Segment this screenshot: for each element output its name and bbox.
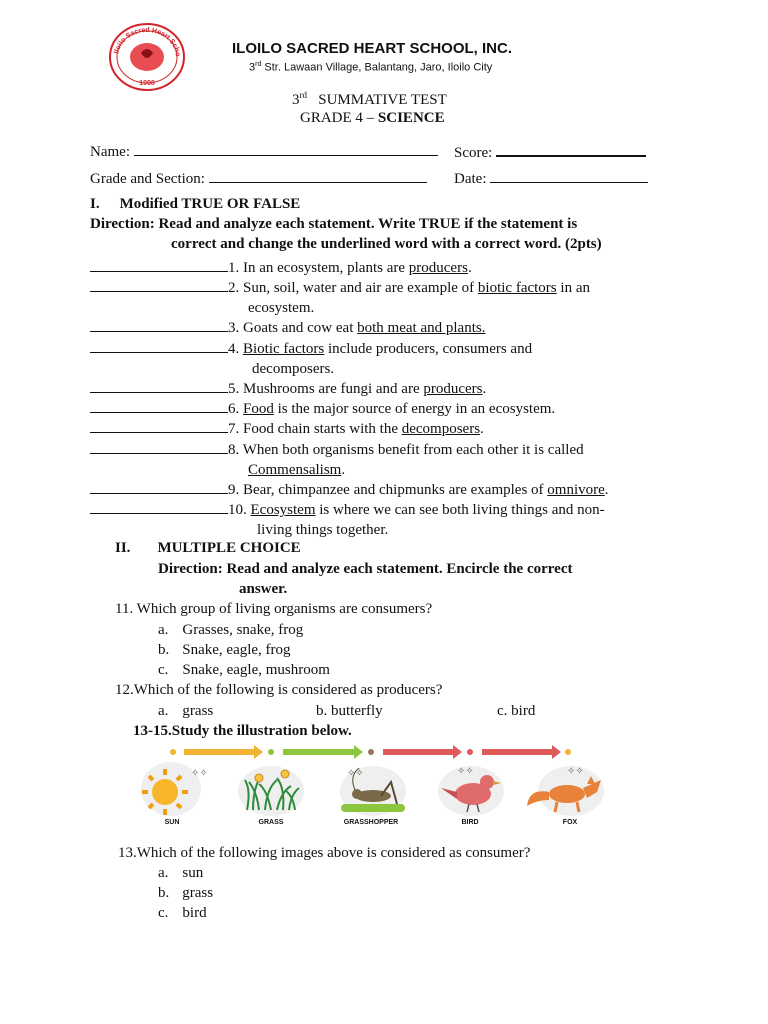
part1-direction-2: correct and change the underlined word with a correct word. (2pts) — [171, 236, 602, 252]
arrow-grasshopper-bird — [368, 745, 462, 759]
question-13: 13.Which of the following images above is considered as consumer? — [118, 845, 531, 861]
logo-ring-text: Iloilo Sacred Heart Scho — [113, 26, 182, 57]
svg-text:✧✧: ✧✧ — [567, 766, 584, 777]
svg-text:✧✧: ✧✧ — [191, 768, 208, 779]
caption-grasshopper: GRASSHOPPER — [343, 819, 399, 826]
score-blank[interactable] — [496, 143, 646, 157]
caption-fox: FOX — [562, 819, 578, 826]
answer-blank[interactable] — [90, 400, 228, 413]
arrow-sun-grass — [170, 745, 263, 759]
q13-option-c[interactable]: c. bird — [158, 905, 207, 921]
date-blank[interactable] — [490, 170, 648, 183]
tf-item-4-continued: decomposers. — [252, 361, 335, 377]
score-field: Score: — [454, 143, 646, 162]
school-logo — [108, 22, 186, 92]
q12-option-b[interactable]: b. butterfly — [316, 703, 383, 719]
answer-blank[interactable] — [90, 481, 228, 494]
question-12: 12.Which of the following is considered as producers? — [115, 682, 443, 698]
grade-section-field: Grade and Section: — [90, 170, 427, 188]
part1-direction-1: Direction: Read and analyze each statement. Write TRUE if the statement is — [90, 216, 578, 232]
school-address: 3rd Str. Lawaan Village, Balantang, Jaro, Iloilo City — [249, 61, 493, 74]
svg-text:✧✧: ✧✧ — [347, 768, 364, 779]
tf-item-10: 10. Ecosystem is where we can see both living things and non- — [90, 500, 605, 520]
logo-year: 1998 — [139, 80, 155, 87]
svg-text:✧✧: ✧✧ — [457, 766, 474, 777]
answer-blank[interactable] — [90, 279, 228, 292]
q12-option-c[interactable]: c. bird — [497, 703, 536, 719]
name-field: Name: — [90, 143, 438, 161]
q11-option-c[interactable]: c. Snake, eagle, mushroom — [158, 662, 330, 678]
answer-blank[interactable] — [90, 441, 228, 454]
caption-bird: BIRD — [461, 819, 479, 826]
caption-sun: SUN — [164, 819, 180, 826]
tf-item-5: 5. Mushrooms are fungi and are producers. — [90, 379, 486, 399]
food-chain-illustration — [135, 744, 635, 829]
part2-direction-1: Direction: Read and analyze each statement. Encircle the correct — [158, 561, 573, 577]
tf-item-1: 1. In an ecosystem, plants are producers. — [90, 258, 472, 278]
tf-item-8: 8. When both organisms benefit from each other it is called — [90, 440, 584, 460]
q11-option-a[interactable]: a. Grasses, snake, frog — [158, 622, 304, 638]
part2-heading: II. MULTIPLE CHOICE — [115, 540, 301, 556]
part2-direction-2: answer. — [239, 581, 288, 597]
tf-item-3: 3. Goats and cow eat both meat and plants. — [90, 318, 485, 338]
school-name: ILOILO SACRED HEART SCHOOL, INC. — [232, 40, 513, 57]
tf-item-6: 6. Food is the major source of energy in an ecosystem. — [90, 399, 555, 419]
q13-option-a[interactable]: a. sun — [158, 865, 204, 881]
tf-item-2: 2. Sun, soil, water and air are example of biotic factors in an — [90, 278, 590, 298]
answer-blank[interactable] — [90, 420, 228, 433]
tf-item-9: 9. Bear, chimpanzee and chipmunks are examples of omnivore. — [90, 480, 609, 500]
q11-option-b[interactable]: b. Snake, eagle, frog — [158, 642, 291, 658]
part1-heading: I. Modified TRUE OR FALSE — [90, 196, 301, 212]
grade-section-blank[interactable] — [209, 170, 427, 183]
date-field: Date: — [454, 170, 648, 188]
tf-item-8-continued: Commensalism. — [248, 462, 346, 478]
answer-blank[interactable] — [90, 380, 228, 393]
name-blank[interactable] — [134, 143, 438, 156]
answer-blank[interactable] — [90, 319, 228, 332]
q13-option-b[interactable]: b. grass — [158, 885, 214, 901]
test-title: 3rd SUMMATIVE TEST — [292, 90, 447, 108]
tf-item-2-continued: ecosystem. — [248, 300, 315, 316]
question-11: 11. Which group of living organisms are consumers? — [115, 601, 433, 617]
grade-subject: GRADE 4 – SCIENCE — [300, 110, 445, 126]
answer-blank[interactable] — [90, 501, 228, 514]
caption-grass: GRASS — [258, 819, 284, 826]
answer-blank[interactable] — [90, 259, 228, 272]
q12-option-a[interactable]: a. grass — [158, 703, 214, 719]
tf-item-4: 4. Biotic factors include producers, consumers and — [90, 339, 532, 359]
answer-blank[interactable] — [90, 340, 228, 353]
arrow-grass-grasshopper — [268, 745, 363, 759]
arrow-bird-fox — [467, 745, 571, 759]
tf-item-10-continued: living things together. — [257, 522, 389, 538]
q13-15-instruction: 13-15.Study the illustration below. — [133, 723, 352, 739]
tf-item-7: 7. Food chain starts with the decomposers. — [90, 419, 484, 439]
